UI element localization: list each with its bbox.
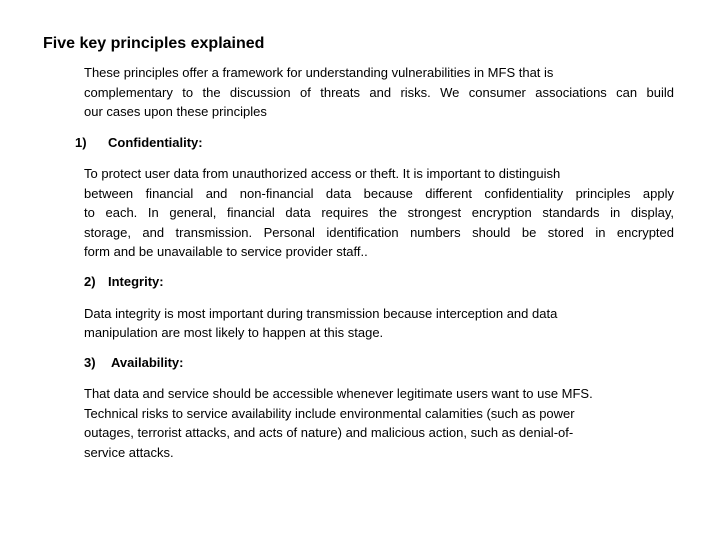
section-line: form and be unavailable to service provider staff.. [84,244,368,259]
intro-line: These principles offer a framework for understanding vulnerabilities in MFS that is [84,65,554,80]
section-line: That data and service should be accessible whenever legitimate users want to use MFS. [84,386,593,401]
section-line: service attacks. [84,445,174,460]
section-heading: Integrity: [108,274,164,289]
section-line: To protect user data from unauthorized access or theft. It is important to distinguish [84,166,561,181]
section-number: 3) [84,355,96,370]
section-line: storage, and transmission. Personal identification numbers should be stored in encrypted [84,225,674,240]
section-line: to each. In general, financial data requires the strongest encryption standards in display, [84,205,674,220]
section-line: manipulation are most likely to happen at this stage. [84,325,384,340]
intro-line: our cases upon these principles [84,104,267,119]
section-number: 1) [75,135,87,150]
section-line: Technical risks to service availability include environmental calamities (such as power [84,406,575,421]
section-line: Data integrity is most important during transmission because interception and data [84,306,558,321]
section-line: outages, terrorist attacks, and acts of nature) and malicious action, such as denial-of- [84,425,574,440]
intro-line: complementary to the discussion of threats and risks. We consumer associations can build [84,85,674,100]
section-heading: Availability: [111,355,184,370]
section-line: between financial and non-financial data because different confidentiality principles apply [84,186,674,201]
page-title: Five key principles explained [43,35,265,52]
section-heading: Confidentiality: [108,135,203,150]
section-number: 2) [84,274,96,289]
